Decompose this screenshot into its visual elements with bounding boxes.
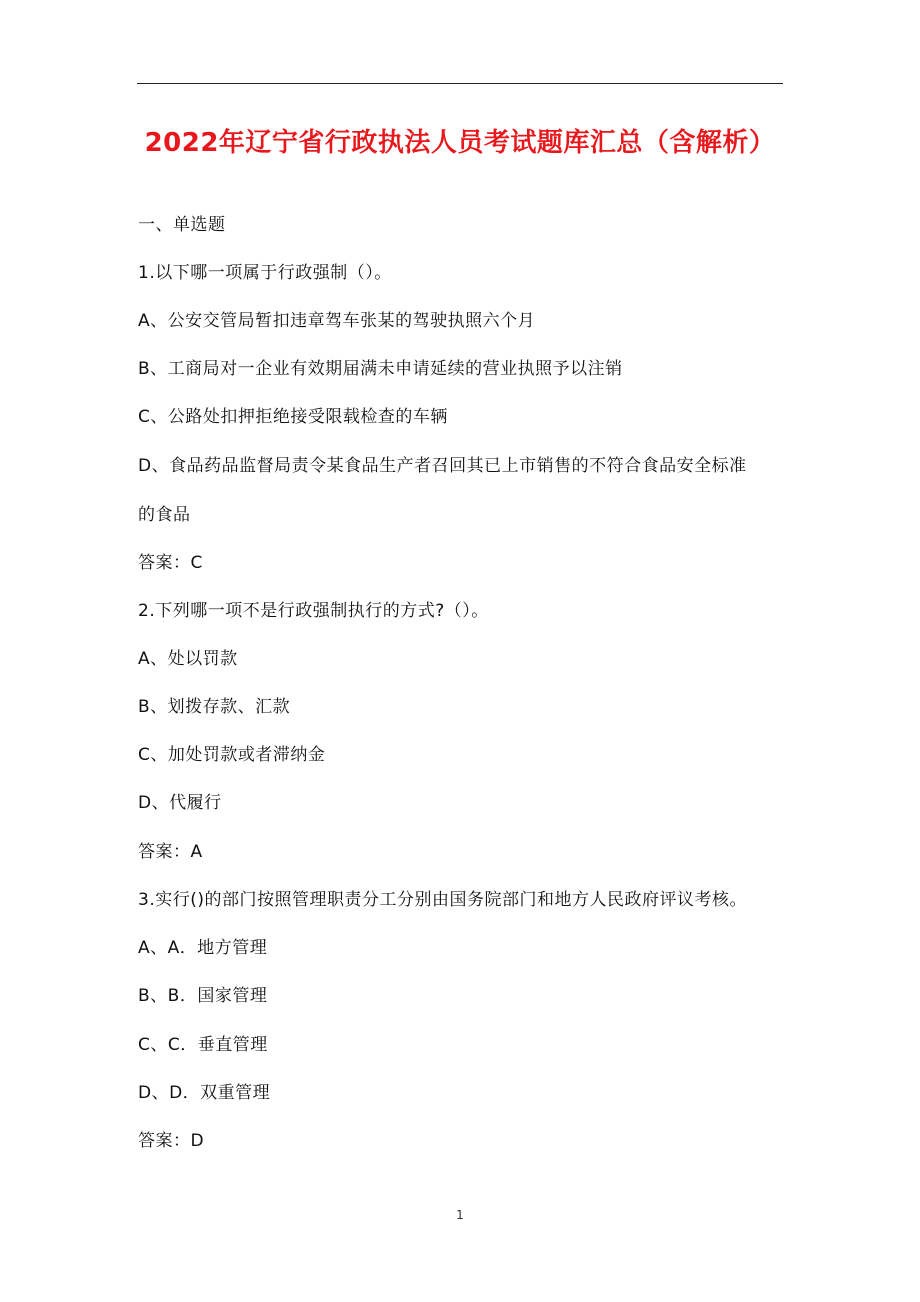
option-a: A、公安交管局暂扣违章驾车张某的驾驶执照六个月: [138, 311, 536, 331]
section-heading: 一、单选题: [138, 215, 226, 235]
document-title: 2022年辽宁省行政执法人员考试题库汇总（含解析）: [144, 128, 776, 158]
option-d: D、D．双重管理: [138, 1083, 271, 1103]
option-b: B、B．国家管理: [138, 986, 268, 1006]
page-number: 1: [456, 1208, 464, 1222]
option-c: C、加处罚款或者滞纳金: [138, 745, 326, 765]
answer: 答案：D: [138, 1131, 205, 1151]
header-rule: [137, 83, 783, 84]
option-b: B、工商局对一企业有效期届满未申请延续的营业执照予以注销: [138, 359, 623, 379]
option-d: D、代履行: [138, 793, 222, 813]
question-stem: 2.下列哪一项不是行政强制执行的方式?（）。: [138, 601, 489, 621]
option-a: A、A．地方管理: [138, 938, 268, 958]
option-c: C、公路处扣押拒绝接受限载检查的车辆: [138, 407, 448, 427]
question-stem: 3.实行()的部门按照管理职责分工分别由国务院部门和地方人民政府评议考核。: [138, 890, 747, 910]
answer: 答案：A: [138, 842, 203, 862]
option-b: B、划拨存款、汇款: [138, 697, 291, 717]
option-a: A、处以罚款: [138, 649, 238, 669]
question-stem: 1.以下哪一项属于行政强制（）。: [138, 263, 392, 283]
answer: 答案：C: [138, 553, 203, 573]
option-d: D、食品药品监督局责令某食品生产者召回其已上市销售的不符合食品安全标准: [138, 456, 747, 476]
option-c: C、C．垂直管理: [138, 1035, 268, 1055]
option-d-continuation: 的食品: [138, 505, 191, 525]
